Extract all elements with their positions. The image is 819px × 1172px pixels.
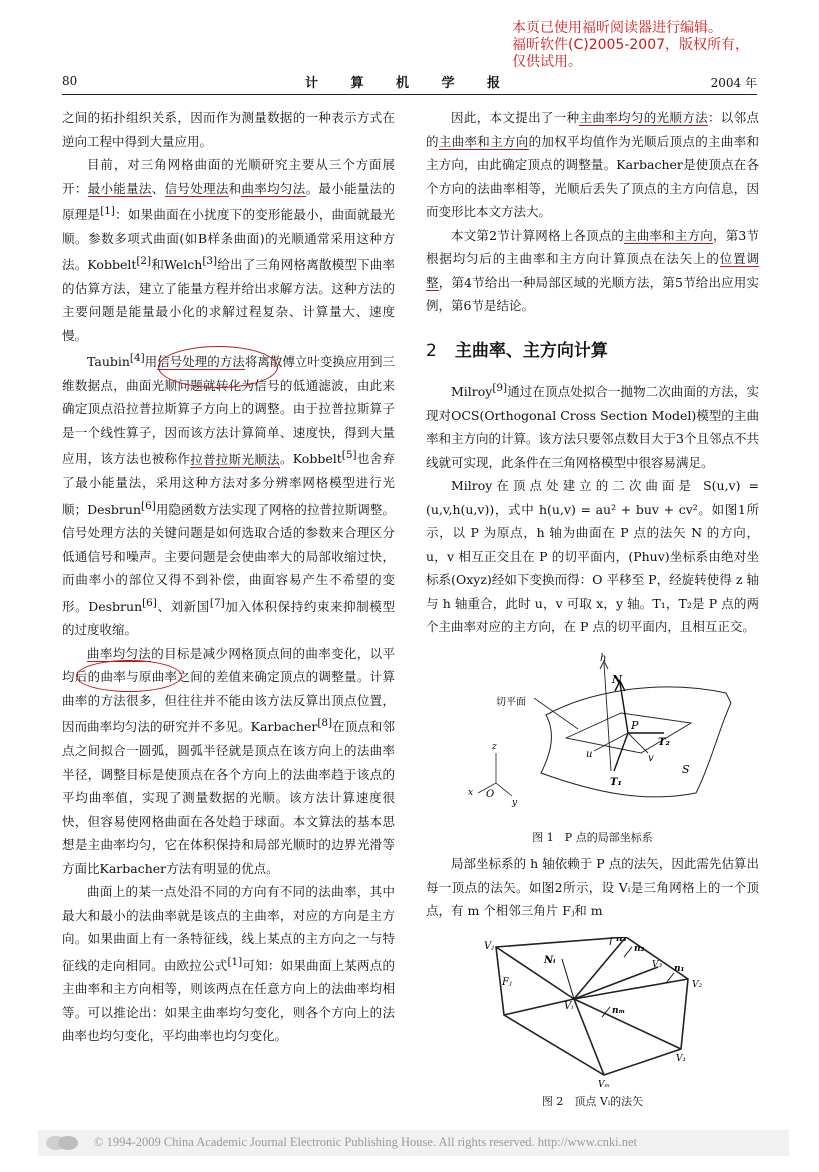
- right-column: [426, 106, 759, 1116]
- tangent-plane-leader: [534, 698, 578, 729]
- label-y: y: [512, 797, 518, 808]
- paragraph-text: 可知：如果曲面上某两点的主曲率和主方向相等，则该两点在任意方向上的法曲率均相等。可以推论出：如果主曲率均匀变化，则各个方向上的法曲率也均匀变化，平均曲率也均匀变化。: [62, 957, 395, 1044]
- highlighted-term: 最小能量法: [87, 180, 152, 196]
- label-S: S: [682, 762, 690, 776]
- highlighted-term: 主曲率和主方: [624, 227, 701, 243]
- v-axis: [628, 733, 648, 753]
- figure-2: [426, 937, 759, 1111]
- label-Ni: Nᵢ: [544, 954, 556, 966]
- label-N: N: [612, 672, 623, 686]
- page-number: 80: [62, 74, 78, 88]
- paragraph: [62, 642, 395, 880]
- paragraph-text: 本文第2节计算网格上各顶点的: [451, 227, 625, 243]
- label-Vm: Vₘ: [598, 1079, 611, 1087]
- section-title: 主曲率、主方向计算: [454, 340, 608, 361]
- t1-vector: [614, 733, 628, 771]
- paragraph-text: 之间的拓扑组织关系，因而作为测量数据的一种表示方式在逆向工程中得到大量应用。: [62, 110, 395, 149]
- highlighted-term: 主曲率均匀的光顺方法: [579, 110, 708, 125]
- section-number: 2: [426, 340, 437, 361]
- watermark-line: 福昕软件(C)2005-2007，版权所有，: [512, 37, 750, 53]
- paragraph-text: 将离散傅立叶变换应用到三维数据点，曲面光顺问题就转化为信号的低通滤波，由此来确定顶点沿拉普拉斯算子方向上的调整。由于拉普拉斯算子是一个线性算子，因而该方法计算简单、速度快，得到大量应用，该方法也被称作: [62, 354, 395, 467]
- label-Vj: Vⱼ: [484, 940, 494, 952]
- publication-year: 2004 年: [710, 76, 757, 90]
- citation: [7]: [209, 596, 225, 609]
- paragraph-text: 。Kobbelt: [279, 451, 342, 467]
- journal-name: 计 算 机 学 报: [304, 76, 515, 91]
- paragraph-text: 目前，对三角网格曲面的光顺研究主要从三个方面展开：: [62, 157, 395, 196]
- paragraph-text: 的加权平均值作为光顺后顶点的主曲率和主方向，由此确定顶点的调整量。Karbacher是使顶点在各个方向的法曲率相等，光顺后丢失了顶点的主方向信息，因而变形比本文方法大。: [426, 133, 759, 219]
- mesh-boundary: [496, 937, 688, 1075]
- citation: [5]: [341, 449, 357, 462]
- h-axis: [604, 663, 611, 771]
- highlighted-term: 主曲率和主方向: [438, 133, 529, 149]
- editor-watermark: [512, 20, 807, 71]
- paragraph-text: 加入体积保持约束来抑制模型的过度收缩。: [62, 598, 395, 638]
- figure-1-caption: 图 1 P 点的局部坐标系: [532, 831, 653, 845]
- paragraph-text: Taubin: [87, 354, 130, 370]
- paragraph-text: 和: [228, 180, 242, 196]
- figure-1: [426, 653, 759, 847]
- copyright-text: © 1994-2009 China Academic Journal Electronic Publishing House. All rights reserved. http://www.cnki.net: [94, 1135, 637, 1149]
- paragraph: [426, 852, 759, 923]
- citation: [6]: [142, 596, 157, 609]
- highlighted-term: 向: [700, 227, 713, 243]
- label-V3: V₃: [652, 959, 663, 970]
- label-h: h: [600, 652, 607, 664]
- label-T2: T₂: [658, 736, 670, 748]
- label-T1: T₁: [610, 776, 622, 788]
- circled-term: 曲率均匀法: [87, 645, 152, 661]
- copyright-footer: [38, 1130, 789, 1156]
- figure-2-caption: 图 2 顶点 Vᵢ的法矢: [541, 1095, 644, 1109]
- label-x: x: [468, 787, 474, 798]
- paragraph-text: 给出了三角网格离散模型下曲率的估算方法，建立了能量方程并给出求解方法。这种方法的主要问题是能量最小化的求解过程复杂、计算量大、速度慢。: [62, 257, 395, 343]
- label-n2: n₂: [634, 943, 645, 954]
- watermark-line: 仅供试用。: [512, 54, 582, 70]
- section-heading: [426, 340, 759, 364]
- citation: [1]: [227, 955, 243, 968]
- y-axis: [496, 783, 512, 796]
- paragraph: [62, 347, 395, 642]
- citation: [8]: [317, 717, 333, 730]
- paragraph-text: 通过在顶点处拟合一抛物二次曲面的方法，实现对OCS(Orthogonal Cross Section Model)模型的主曲率和主方向的计算。该方法只要邻点数目大于3个且邻点不共线就可实现，此条件在三角网格模型中很容易满足。: [426, 384, 759, 470]
- paragraph-text: ：如果曲面在小扰度下的变形能最小，曲面就最光顺。参数多项式曲面(如B样条曲面)的光顺通常采用这种方法。Kobbelt: [62, 207, 395, 273]
- running-header: [62, 72, 757, 95]
- highlighted-term: 曲率均匀法: [241, 180, 306, 196]
- paragraph: [426, 106, 759, 224]
- paragraph-text: 也舍弃了最小能量法，采用这种方法对多分辨率网格模型进行光顺；Desbrun: [62, 451, 395, 517]
- label-nm: nₘ: [612, 1005, 626, 1016]
- paragraph: [62, 106, 395, 153]
- paragraph-text: 用: [144, 354, 158, 370]
- watermark-line: 本页已使用福昕阅读器进行编辑。: [512, 20, 722, 36]
- paragraph: [426, 377, 759, 474]
- citation: [6]: [141, 499, 156, 512]
- paragraph-text: ，第4节给出一种局部区域的光顺方法，第5节给出应用实例，第6节是结论。: [426, 274, 759, 313]
- mesh-edges: [496, 937, 688, 1075]
- paragraph-text: 因此，本文提出了一种: [451, 110, 580, 125]
- highlighted-term: 位置调整: [426, 251, 759, 290]
- paragraph-text: Milroy在顶点处建立的二次曲面是 S(u,v) = (u,v,h(u,v))，式中 h(u,v) = au² + buv + cv²。如图1所示，以 P 为原点，h 轴为曲面在 P 点的法矢 N 的方向，u，v 相互正交且在 P 的切平面内，(Phuv)坐标系由绝对坐标系(Oxyz)经如下变换而得：O 平移至 P，经旋转使得 z 轴与 h 轴重合，此时 u，v 可取 x，y 轴。T₁，T₂是 P 点的两个主曲率对应的主方向，在 P 点的切平面内，且相互正交。: [426, 478, 759, 635]
- paragraph-text: Milroy: [451, 384, 493, 400]
- paragraph-text: 局部坐标系的 h 轴依赖于 P 点的法矢，因此需先估算出每一顶点的法矢。如图2所示，设 Vᵢ是三角网格上的一个顶点，有 m 个相邻三角片 Fⱼ和 m: [426, 856, 759, 919]
- highlighted-term: 拉普拉斯光顺法: [190, 451, 280, 467]
- label-n1: n₁: [674, 963, 685, 974]
- highlighted-term: 信号处理法: [164, 180, 229, 196]
- label-Vi: Vᵢ: [564, 1000, 574, 1012]
- paragraph-text: 曲面上的某一点处沿不同的方向有不同的法曲率，其中最大和最小的法曲率就是该点的主曲率，对应的方向是主方向。如果曲面上有一条特征线，线上某点的主方向之一与特征线的走向相同。由欧拉公式: [62, 884, 395, 973]
- paragraph: [426, 474, 759, 639]
- paragraph-text: 的目标是减少网格顶点间的曲率变化，以平均后的曲率与原曲率之间的差值来确定顶点的调整量。计算曲率的方法很多，但往往并不能由该方法反算出顶点位置，因而曲率均匀法的研究并不多见。Karbacher: [62, 645, 395, 735]
- label-V1: V₁: [676, 1053, 687, 1064]
- paragraph-text: 、: [151, 180, 165, 196]
- citation: [9]: [492, 382, 508, 394]
- figure-1-diagram: [426, 653, 759, 823]
- paragraph: [62, 153, 395, 347]
- label-V2: V₂: [692, 979, 703, 990]
- label-z: z: [492, 741, 497, 752]
- cnki-logo-icon: [44, 1134, 80, 1152]
- label-O: O: [486, 788, 495, 800]
- surface-outline: [541, 687, 731, 797]
- label-u: u: [586, 748, 593, 760]
- paragraph-text: 。最小能量法的原理是: [62, 180, 395, 223]
- citation: [1]: [100, 205, 115, 217]
- citation: [3]: [202, 255, 218, 268]
- citation: [4]: [129, 352, 145, 365]
- paragraph-text: 和Welch: [151, 257, 203, 273]
- face-normal-2: [624, 947, 632, 957]
- circled-term: 信号处理的方法: [157, 354, 245, 370]
- paragraph-text: 用隐函数方法实现了网格的拉普拉斯调整。信号处理方法的关键问题是如何选取合适的参数来合理区分低通信号和噪声。主要问题是会使曲率大的局部收缩过快，而曲率小的部位又得不到补偿，曲面容易产生不希望的变形。Desbrun: [62, 501, 395, 614]
- left-column: [62, 106, 395, 1048]
- label-v: v: [648, 752, 654, 764]
- paragraph-text: 在顶点和邻点之间拟合一圆弧，圆弧半径就是顶点在该方向上的法曲率半径，调整目标是使顶点在各个方向上的法曲率趋于该点的平均曲率值，实现了测量数据的光顺。该方法计算速度很快，但容易使网格曲面在各处趋于球面。本文算法的基本思想是主曲率均匀，它在体积保持和局部光顺时的边界光滑等方面比Karbacher方法有明显的优点。: [62, 719, 395, 876]
- paragraph-text: ：以邻点的: [426, 110, 759, 149]
- citation: [2]: [136, 255, 152, 268]
- paragraph: [62, 880, 395, 1048]
- label-Fj: Fⱼ: [502, 976, 512, 988]
- label-tangent-plane: 切平面: [496, 696, 526, 708]
- label-n3: n₃: [616, 936, 627, 944]
- paragraph-text: 、刘新国: [156, 598, 210, 614]
- label-P: P: [631, 718, 639, 732]
- figure-2-diagram: [426, 937, 759, 1087]
- paragraph: [426, 224, 759, 318]
- paragraph-text: ，第3节根据均匀后的主曲率和主方向计算顶点在法矢上的: [426, 227, 759, 266]
